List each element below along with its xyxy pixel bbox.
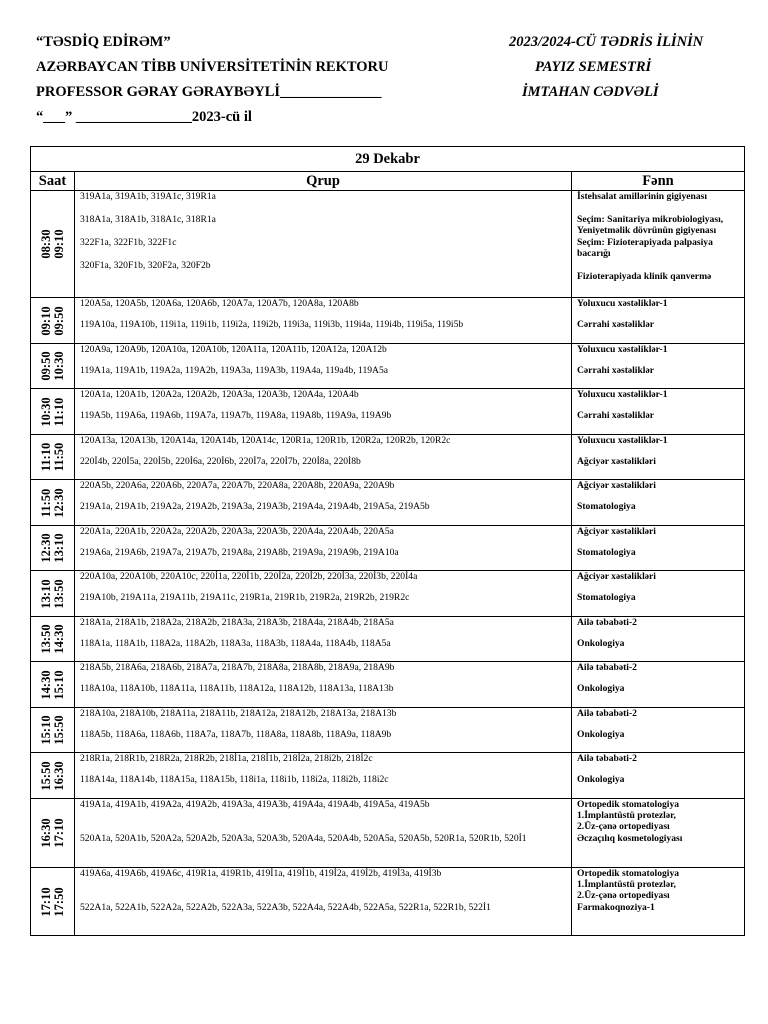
time-cell	[31, 753, 75, 799]
column-header-time: Saat	[31, 172, 75, 191]
subject-name: Ağciyər xəstəlikləri	[577, 571, 656, 582]
subject-cell	[572, 191, 745, 298]
group-list: 120A13a, 120A13b, 120A14a, 120A14b, 120A14c, 120R1a, 120R1b, 120R2a, 120R2b, 120R2c	[80, 435, 451, 446]
time-slot: 10:30 11:10	[38, 396, 66, 427]
time-slot: 11:50 12:30	[38, 487, 66, 518]
group-list: 520A1a, 520A1b, 520A2a, 520A2b, 520A3a, 520A3b, 520A4a, 520A4b, 520A5a, 520A5b, 520R1a, 520R1b, 520İ1	[80, 833, 527, 844]
group-cell	[75, 298, 572, 344]
group-list: 320F1a, 320F1b, 320F2a, 320F2b	[80, 260, 211, 271]
group-cell	[75, 662, 572, 708]
schedule-row	[31, 753, 745, 799]
group-cell	[75, 799, 572, 868]
group-list: 218A10a, 218A10b, 218A11a, 218A11b, 218A12a, 218A12b, 218A13a, 218A13b	[80, 708, 397, 719]
group-cell	[75, 868, 572, 936]
group-list: 318A1a, 318A1b, 318A1c, 318R1a	[80, 214, 216, 225]
group-cell	[75, 191, 572, 298]
group-list: 220A5b, 220A6a, 220A6b, 220A7a, 220A7b, 220A8a, 220A8b, 220A9a, 220A9b	[80, 480, 395, 491]
subject-name: Fizioterapiyada klinik qanvermə	[577, 271, 712, 282]
time-cell	[31, 571, 75, 617]
group-list: 118A14a, 118A14b, 118A15a, 118A15b, 118i1a, 118i1b, 118i2a, 118i2b, 118i2c	[80, 774, 389, 785]
group-cell	[75, 480, 572, 526]
subject-name: Cərrahi xəstəliklər	[577, 410, 654, 421]
subject-cell	[572, 526, 745, 571]
group-list: 118A1a, 118A1b, 118A2a, 118A2b, 118A3a, 118A3b, 118A4a, 118A4b, 118A5a	[80, 638, 391, 649]
subject-name: Stomatologiya	[577, 501, 636, 512]
time-slot: 11:10 11:50	[38, 442, 66, 472]
time-slot: 09:10 09:50	[38, 305, 66, 336]
academic-year: 2023/2024-CÜ TƏDRİS İLİNİN	[509, 34, 704, 50]
subject-name: Əczaçılıq kosmetologiyası	[577, 833, 683, 844]
group-list: 220A10a, 220A10b, 220A10c, 220İ1a, 220İ1b, 220İ2a, 220İ2b, 220İ3a, 220İ3b, 220İ4a	[80, 571, 418, 582]
subject-name: Ailə təbabəti-2	[577, 662, 637, 673]
time-cell	[31, 799, 75, 868]
subject-cell	[572, 662, 745, 708]
schedule-row	[31, 617, 745, 662]
subject-name: Ailə təbabəti-2	[577, 753, 637, 764]
subject-cell	[572, 708, 745, 753]
group-cell	[75, 526, 572, 571]
time-cell	[31, 344, 75, 389]
group-list: 120A1a, 120A1b, 120A2a, 120A2b, 120A3a, 120A3b, 120A4a, 120A4b	[80, 389, 359, 400]
subject-cell	[572, 571, 745, 617]
approval-title: “TƏSDİQ EDİRƏM”	[36, 34, 171, 50]
subject-name: İstehsalat amillərinin gigiyenası	[577, 191, 708, 202]
group-list: 119A5b, 119A6a, 119A6b, 119A7a, 119A7b, 119A8a, 119A8b, 119A9a, 119A9b	[80, 410, 392, 421]
time-slot: 08:30 09:10	[38, 229, 66, 259]
group-list: 120A9a, 120A9b, 120A10a, 120A10b, 120A11a, 120A11b, 120A12a, 120A12b	[80, 344, 387, 355]
time-cell	[31, 298, 75, 344]
group-list: 220A1a, 220A1b, 220A2a, 220A2b, 220A3a, 220A3b, 220A4a, 220A4b, 220A5a	[80, 526, 394, 537]
time-cell	[31, 868, 75, 936]
subject-cell	[572, 389, 745, 435]
subject-name: Onkologiya	[577, 638, 625, 649]
subject-name: Ağciyər xəstəlikləri	[577, 456, 656, 467]
group-list: 218R1a, 218R1b, 218R2a, 218R2b, 218İ1a, 218İ1b, 218İ2a, 218i2b, 218İ2c	[80, 753, 373, 764]
professor-line: PROFESSOR GƏRAY GƏRAYBƏYLİ______________	[36, 84, 382, 100]
subject-name: Onkologiya	[577, 683, 625, 694]
schedule-row	[31, 799, 745, 868]
group-cell	[75, 389, 572, 435]
time-cell	[31, 662, 75, 708]
subject-cell	[572, 617, 745, 662]
schedule-row	[31, 389, 745, 435]
time-slot: 17:10 17:50	[38, 886, 66, 917]
time-slot: 15:50 16:30	[38, 760, 66, 791]
group-list: 322F1a, 322F1b, 322F1c	[80, 237, 177, 248]
subject-name: Stomatologiya	[577, 547, 636, 558]
subject-name: Stomatologiya	[577, 592, 636, 603]
subject-name: Seçim: Fizioterapiyada palpasiya bacarığı	[577, 237, 716, 259]
subject-name: Ailə təbabəti-2	[577, 708, 637, 719]
subject-cell	[572, 799, 745, 868]
time-slot: 15:10 15:50	[38, 715, 66, 745]
column-header-group: Qrup	[75, 172, 572, 191]
subject-name: Ortopedik stomatologiya 1.İmplantüstü protezlər, 2.Üz-çənə ortopediyası	[577, 868, 680, 901]
semester-title: PAYIZ SEMESTRİ	[535, 59, 652, 75]
schedule-rows	[31, 191, 745, 936]
group-list: 120A5a, 120A5b, 120A6a, 120A6b, 120A7a, 120A7b, 120A8a, 120A8b	[80, 298, 359, 309]
group-list: 522A1a, 522A1b, 522A2a, 522A2b, 522A3a, 522A3b, 522A4a, 522A4b, 522A5a, 522R1a, 522R1b, 522İ1	[80, 902, 491, 913]
time-slot: 13:10 13:50	[38, 578, 66, 609]
subject-name: Seçim: Sanitariya mikrobiologiyası, Yeniyetməlik dövrünün gigiyenası	[577, 214, 726, 236]
subject-cell	[572, 753, 745, 799]
subject-name: Yoluxucu xəstəliklər-1	[577, 389, 668, 400]
schedule-row	[31, 435, 745, 480]
group-list: 218A5b, 218A6a, 218A6b, 218A7a, 218A7b, 218A8a, 218A8b, 218A9a, 218A9b	[80, 662, 395, 673]
subject-cell	[572, 298, 745, 344]
exam-schedule-table	[30, 146, 745, 936]
schedule-row	[31, 480, 745, 526]
subject-name: Yoluxucu xəstəliklər-1	[577, 298, 668, 309]
group-cell	[75, 435, 572, 480]
time-cell	[31, 617, 75, 662]
subject-name: Ortopedik stomatologiya 1.İmplantüstü protezlər, 2.Üz-çənə ortopediyası	[577, 799, 680, 832]
subject-name: Ağciyər xəstəlikləri	[577, 480, 656, 491]
schedule-title: İMTAHAN CƏDVƏLİ	[522, 84, 659, 100]
subject-cell	[572, 344, 745, 389]
time-slot: 12:30 13:10	[38, 533, 66, 563]
group-list: 319A1a, 319A1b, 319A1c, 319R1a	[80, 191, 216, 202]
rector-title: AZƏRBAYCAN TİBB UNİVERSİTETİNİN REKTORU	[36, 59, 389, 75]
group-list: 419A1a, 419A1b, 419A2a, 419A2b, 419A3a, 419A3b, 419A4a, 419A4b, 419A5a, 419A5b	[80, 799, 430, 810]
subject-name: Farmakoqnoziya-1	[577, 902, 655, 913]
group-cell	[75, 753, 572, 799]
subject-name: Onkologiya	[577, 774, 625, 785]
subject-cell	[572, 435, 745, 480]
subject-name: Cərrahi xəstəliklər	[577, 319, 654, 330]
time-cell	[31, 435, 75, 480]
time-cell	[31, 526, 75, 571]
group-cell	[75, 708, 572, 753]
group-list: 220İ4b, 220İ5a, 220İ5b, 220İ6a, 220İ6b, 220İ7a, 220İ7b, 220İ8a, 220İ8b	[80, 456, 361, 467]
schedule-row	[31, 571, 745, 617]
subject-cell	[572, 480, 745, 526]
schedule-row	[31, 662, 745, 708]
subject-name: Cərrahi xəstəliklər	[577, 365, 654, 376]
group-list: 119A10a, 119A10b, 119i1a, 119i1b, 119i2a, 119i2b, 119i3a, 119i3b, 119i4a, 119i4b, 119i5a, 119i5b	[80, 319, 464, 330]
group-list: 119A1a, 119A1b, 119A2a, 119A2b, 119A3a, 119A3b, 119A4a, 119a4b, 119A5a	[80, 365, 389, 376]
group-list: 218A1a, 218A1b, 218A2a, 218A2b, 218A3a, 218A3b, 218A4a, 218A4b, 218A5a	[80, 617, 394, 628]
schedule-row	[31, 708, 745, 753]
group-list: 219A1a, 219A1b, 219A2a, 219A2b, 219A3a, 219A3b, 219A4a, 219A4b, 219A5a, 219A5b	[80, 501, 430, 512]
subject-cell	[572, 868, 745, 936]
group-list: 118A10a, 118A10b, 118A11a, 118A11b, 118A12a, 118A12b, 118A13a, 118A13b	[80, 683, 394, 694]
time-slot: 16:30 17:10	[38, 818, 66, 848]
schedule-row	[31, 526, 745, 571]
time-slot: 14:30 15:10	[38, 669, 66, 700]
subject-name: Ağciyər xəstəlikləri	[577, 526, 656, 537]
time-cell	[31, 389, 75, 435]
group-cell	[75, 617, 572, 662]
schedule-row	[31, 191, 745, 298]
schedule-row	[31, 344, 745, 389]
group-cell	[75, 344, 572, 389]
time-slot: 13:50 14:30	[38, 624, 66, 654]
time-cell	[31, 480, 75, 526]
group-list: 219A6a, 219A6b, 219A7a, 219A7b, 219A8a, 219A8b, 219A9a, 219A9b, 219A10a	[80, 547, 399, 558]
subject-name: Yoluxucu xəstəliklər-1	[577, 435, 668, 446]
group-list: 118A5b, 118A6a, 118A6b, 118A7a, 118A7b, 118A8a, 118A8b, 118A9a, 118A9b	[80, 729, 392, 740]
time-slot: 09:50 10:30	[38, 351, 66, 381]
date-signature-line: “___” ________________2023-cü il	[36, 109, 252, 125]
time-cell	[31, 191, 75, 298]
group-cell	[75, 571, 572, 617]
subject-name: Ailə təbabəti-2	[577, 617, 637, 628]
subject-name: Yoluxucu xəstəliklər-1	[577, 344, 668, 355]
column-header-subject: Fənn	[572, 172, 745, 191]
schedule-row	[31, 868, 745, 936]
schedule-row	[31, 298, 745, 344]
group-list: 219A10b, 219A11a, 219A11b, 219A11c, 219R1a, 219R1b, 219R2a, 219R2b, 219R2c	[80, 592, 410, 603]
group-list: 419A6a, 419A6b, 419A6c, 419R1a, 419R1b, 419İ1a, 419İ1b, 419İ2a, 419İ2b, 419İ3a, 419İ3b	[80, 868, 442, 879]
time-cell	[31, 708, 75, 753]
exam-date: 29 Dekabr	[31, 147, 745, 172]
subject-name: Onkologiya	[577, 729, 625, 740]
